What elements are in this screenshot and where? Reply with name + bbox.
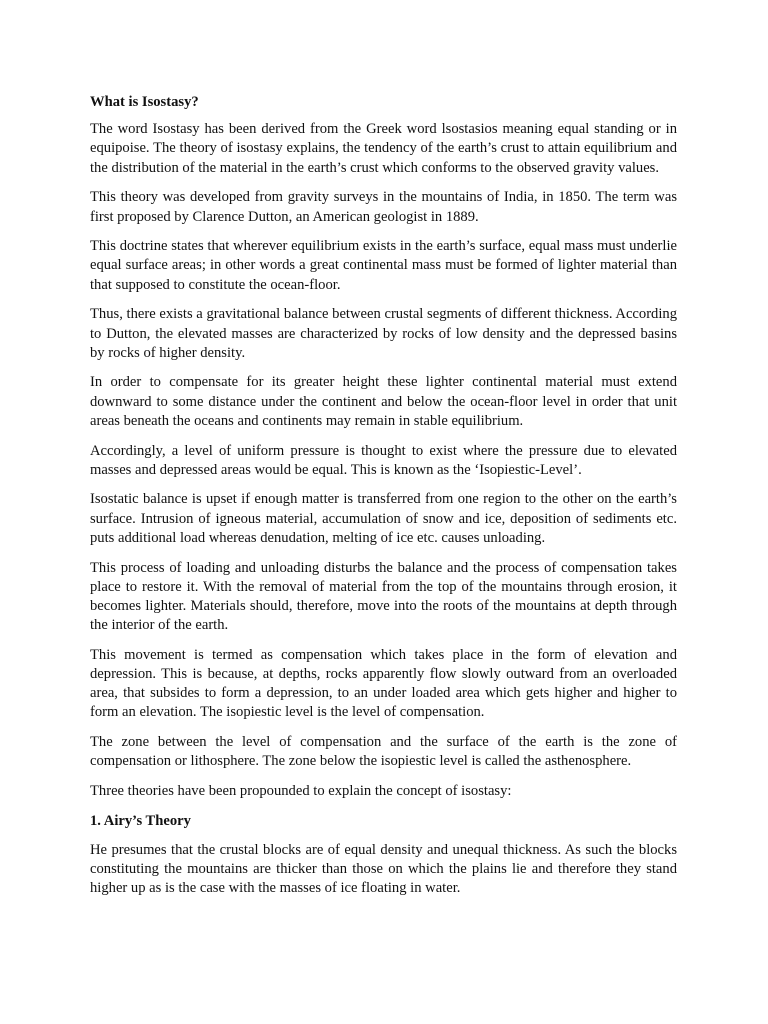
document-page — [90, 93, 677, 909]
paragraph-loading-unloading: This process of loading and unloading disturbs the balance and the process of compensation takes place to restore it. With the removal of material from the top of the mountains through erosion, it becomes lighter. Materials should, therefore, move into the roots of the mountains at depth through the interior of the earth. — [90, 559, 677, 634]
paragraph-airy-theory: He presumes that the crustal blocks are of equal density and unequal thickness. As such the blocks constituting the mountains are thicker than those on which the plains lie and therefore they stand higher up as is the case with the masses of ice floating in water. — [90, 841, 677, 896]
paragraph-history: This theory was developed from gravity surveys in the mountains of India, in 1850. The term was first proposed by Clarence Dutton, an American geologist in 1889. — [90, 189, 677, 225]
paragraph-compensation-depth: In order to compensate for its greater height these lighter continental material must extend downward to some distance under the continent and below the ocean-floor level in order that unit areas beneath the oceans and continents may remain in stable equilibrium. — [90, 374, 677, 429]
paragraph-isostatic-balance: Isostatic balance is upset if enough matter is transferred from one region to the other on the earth’s surface. Intrusion of igneous material, accumulation of snow and ice, deposition of sediments etc. puts additional load whereas denudation, melting of ice etc. causes unloading. — [90, 491, 677, 546]
paragraph-gravitational-balance: Thus, there exists a gravitational balance between crustal segments of different thickness. According to Dutton, the elevated masses are characterized by rocks of low density and the depressed basins by rocks of higher density. — [90, 306, 677, 361]
paragraph-etymology: The word Isostasy has been derived from the Greek word lsostasios meaning equal standing or in equipoise. The theory of isostasy explains, the tendency of the earth’s crust to attain equilibrium and the distribution of the material in the earth’s crust which conforms to the observed gravity values. — [90, 121, 677, 176]
paragraph-movement: This movement is termed as compensation which takes place in the form of elevation and depression. This is because, at depths, rocks apparently flow slowly outward from an overloaded area, that subsides to form a depression, to an under loaded area which gets higher and higher to form an elevation. The isopiestic level is the level of compensation. — [90, 646, 677, 721]
paragraph-isopiestic-level: Accordingly, a level of uniform pressure is thought to exist where the pressure due to elevated masses and depressed areas would be equal. This is known as the ‘Isopiestic-Level’. — [90, 442, 677, 478]
paragraph-theories-intro: Three theories have been propounded to explain the concept of isostasy: — [90, 783, 512, 800]
paragraph-doctrine: This doctrine states that wherever equilibrium exists in the earth’s surface, equal mass must underlie equal surface areas; in other words a great continental mass must be formed of lighter material than that supposed to constitute the ocean-floor. — [90, 238, 677, 293]
page-title: What is Isostasy? — [90, 94, 199, 110]
paragraph-zones: The zone between the level of compensation and the surface of the earth is the zone of compensation or lithosphere. The zone below the isopiestic level is called the asthenosphere. — [90, 734, 677, 770]
section-heading: 1. Airy’s Theory — [90, 812, 191, 829]
